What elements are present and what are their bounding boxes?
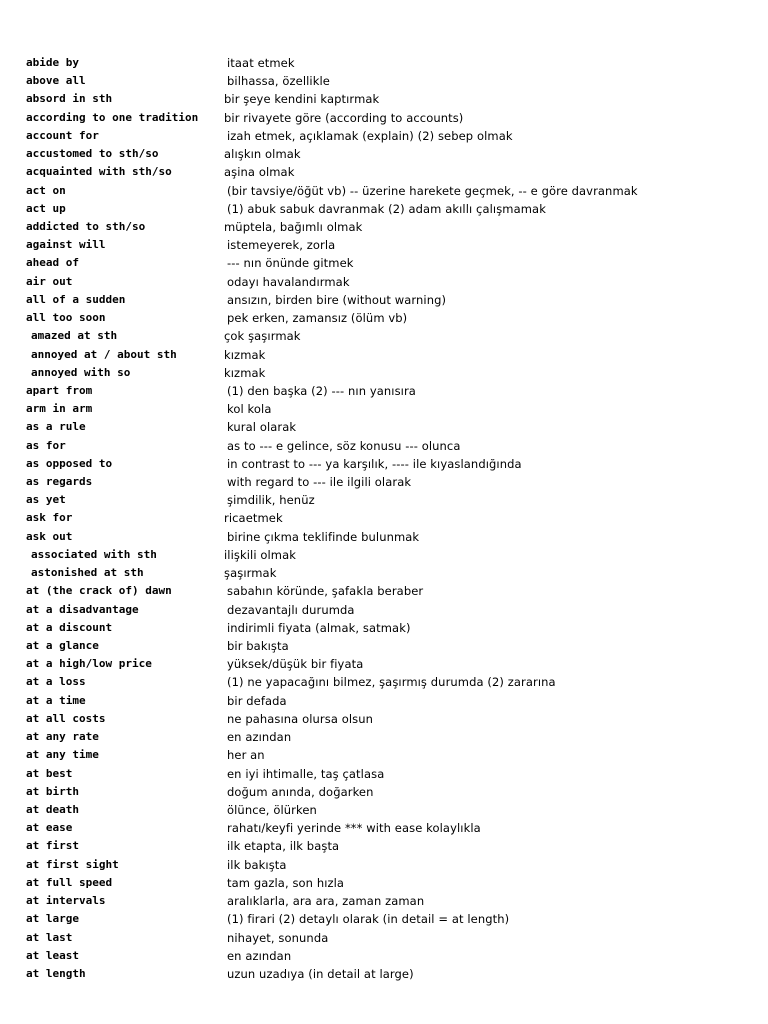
list-item: [0, 382, 768, 400]
phrase-definition: nihayet, sonunda: [227, 930, 329, 945]
list-item: [0, 819, 768, 837]
phrase-definition: itaat etmek: [227, 56, 295, 70]
phrase-definition: --- nın önünde gitmek: [227, 256, 354, 271]
list-item: [0, 637, 768, 655]
phrase-term: at least: [26, 948, 79, 962]
list-item: [0, 72, 768, 90]
list-item: [0, 509, 768, 527]
list-item: [0, 856, 768, 874]
phrase-definition: kol kola: [227, 402, 272, 417]
phrase-term: addicted to sth/so: [26, 219, 146, 233]
phrase-term: all too soon: [26, 311, 106, 325]
phrase-term: ask for: [26, 511, 73, 525]
phrase-term: at best: [26, 766, 73, 780]
phrase-term: at first: [26, 839, 79, 853]
list-item: [0, 746, 768, 764]
list-item: [0, 783, 768, 801]
list-item: [0, 145, 768, 163]
phrase-definition: (bir tavsiye/öğüt vb) -- üzerine harekete geçmek, -- e göre davranmak: [227, 183, 638, 198]
phrase-definition: bir defada: [227, 693, 287, 708]
phrase-term: as regards: [26, 475, 93, 489]
phrase-term: annoyed at / about sth: [31, 347, 177, 361]
phrase-term: amazed at sth: [31, 329, 118, 343]
phrase-term: at intervals: [26, 894, 106, 908]
phrase-definition: ilk etapta, ilk başta: [227, 839, 340, 854]
phrase-definition: kızmak: [224, 347, 266, 362]
phrase-definition: şimdilik, henüz: [227, 493, 315, 508]
phrase-definition: bilhassa, özellikle: [227, 74, 330, 89]
phrase-term: at large: [26, 912, 79, 926]
phrase-term: at a glance: [26, 639, 99, 652]
phrase-term: according to one tradition: [26, 110, 199, 124]
list-item: [0, 874, 768, 892]
phrase-term: apart from: [26, 383, 93, 397]
list-item: [0, 673, 768, 691]
phrase-term: at ease: [26, 821, 73, 835]
phrase-term: abide by: [26, 56, 79, 69]
phrase-term: as for: [26, 438, 66, 452]
phrase-term: at a time: [26, 693, 86, 707]
phrase-term: as yet: [26, 493, 66, 507]
list-item: [0, 54, 768, 72]
list-item: [0, 582, 768, 600]
phrase-definition: in contrast to --- ya karşılık, ---- ile kıyaslandığında: [227, 456, 522, 471]
list-item: [0, 564, 768, 582]
list-item: [0, 127, 768, 145]
phrase-term: annoyed with so: [31, 365, 131, 379]
phrase-definition: kızmak: [224, 365, 266, 380]
phrase-term: at length: [26, 966, 86, 980]
phrase-term: account for: [26, 128, 99, 142]
phrase-definition: pek erken, zamansız (ölüm vb): [227, 311, 408, 326]
phrase-definition: en azından: [227, 948, 292, 963]
list-item: [0, 546, 768, 564]
phrase-definition: (1) firari (2) detaylı olarak (in detail = at length): [227, 912, 510, 927]
phrase-term: at a high/low price: [26, 657, 152, 671]
phrase-definition: with regard to --- ile ilgili olarak: [227, 475, 412, 490]
phrase-definition: dezavantajlı durumda: [227, 602, 355, 617]
phrase-term: at a discount: [26, 620, 113, 634]
phrase-definition: yüksek/düşük bir fiyata: [227, 657, 364, 672]
list-item: [0, 929, 768, 947]
list-item: [0, 619, 768, 637]
list-item: [0, 655, 768, 673]
list-item: [0, 965, 768, 983]
phrase-definition: (1) abuk sabuk davranmak (2) adam akıllı çalışmamak: [227, 201, 546, 216]
list-item: [0, 182, 768, 200]
phrase-definition: çok şaşırmak: [224, 329, 301, 344]
list-item: [0, 601, 768, 619]
list-item: [0, 273, 768, 291]
phrase-term: at all costs: [26, 711, 106, 725]
phrase-term: at any rate: [26, 730, 99, 744]
phrase-term: act on: [26, 183, 66, 197]
list-item: [0, 892, 768, 910]
phrase-definition: kural olarak: [227, 420, 297, 435]
phrase-definition: ölünce, ölürken: [227, 802, 317, 817]
list-item: [0, 491, 768, 509]
list-item: [0, 910, 768, 928]
phrase-definition: bir şeye kendini kaptırmak: [224, 92, 380, 107]
list-item: [0, 346, 768, 364]
phrase-term: accustomed to sth/so: [26, 147, 159, 161]
list-item: [0, 728, 768, 746]
list-item: [0, 418, 768, 436]
list-item: [0, 90, 768, 108]
phrase-definition: tam gazla, son hızla: [227, 875, 345, 890]
phrase-term: ask out: [26, 529, 73, 543]
phrase-term: at first sight: [26, 857, 119, 871]
phrase-definition: alışkın olmak: [224, 147, 301, 162]
phrase-definition: bir bakışta: [227, 639, 289, 653]
list-item: [0, 455, 768, 473]
phrase-definition: ilk bakışta: [227, 857, 287, 872]
phrase-definition: (1) ne yapacağını bilmez, şaşırmış durumda (2) zararına: [227, 675, 556, 690]
phrase-term: at any time: [26, 748, 99, 762]
phrase-term: astonished at sth: [31, 566, 144, 580]
list-item: [0, 109, 768, 127]
list-item: [0, 801, 768, 819]
phrase-term: above all: [26, 74, 86, 88]
phrase-term: act up: [26, 201, 66, 215]
phrase-definition: bir rivayete göre (according to accounts): [224, 110, 464, 125]
phrase-definition: izah etmek, açıklamak (explain) (2) sebep olmak: [227, 128, 513, 143]
phrase-term: at a loss: [26, 675, 86, 689]
phrase-definition: ansızın, birden bire (without warning): [227, 292, 447, 307]
phrase-definition: as to --- e gelince, söz konusu --- olunca: [227, 438, 461, 453]
phrase-definition: ilişkili olmak: [224, 547, 297, 562]
phrase-term: at full speed: [26, 875, 113, 889]
phrase-definition: müptela, bağımlı olmak: [224, 219, 363, 234]
phrase-term: ahead of: [26, 256, 79, 270]
list-item: [0, 528, 768, 546]
list-item: [0, 218, 768, 236]
phrase-definition: en azından: [227, 730, 292, 745]
phrase-term: absord in sth: [26, 92, 113, 106]
phrase-definition: sabahın köründe, şafakla beraber: [227, 584, 424, 599]
phrase-term: at birth: [26, 784, 79, 798]
phrase-term: acquainted with sth/so: [26, 165, 172, 179]
phrase-definition: istemeyerek, zorla: [227, 238, 336, 253]
list-item: [0, 473, 768, 491]
phrase-term: at death: [26, 802, 79, 816]
phrase-definition: aralıklarla, ara ara, zaman zaman: [227, 894, 425, 909]
phrase-definition: doğum anında, doğarken: [227, 784, 374, 799]
phrase-definition: rahatı/keyfi yerinde *** with ease kolaylıkla: [227, 821, 481, 836]
phrase-term: associated with sth: [31, 547, 157, 561]
list-item: [0, 692, 768, 710]
phrase-term: air out: [26, 274, 73, 288]
phrase-term: against will: [26, 238, 106, 252]
list-item: [0, 437, 768, 455]
phrase-definition: ricaetmek: [224, 511, 283, 526]
list-item: [0, 291, 768, 309]
phrase-definition: (1) den başka (2) --- nın yanısıra: [227, 383, 416, 398]
list-item: [0, 236, 768, 254]
list-item: [0, 400, 768, 418]
list-item: [0, 364, 768, 382]
phrase-list: [0, 54, 768, 983]
list-item: [0, 327, 768, 345]
list-item: [0, 163, 768, 181]
phrase-term: as a rule: [26, 420, 86, 434]
phrase-definition: uzun uzadıya (in detail at large): [227, 966, 414, 981]
phrase-term: as opposed to: [26, 456, 113, 470]
phrase-definition: en iyi ihtimalle, taş çatlasa: [227, 766, 385, 781]
list-item: [0, 200, 768, 218]
list-item: [0, 254, 768, 272]
phrase-definition: her an: [227, 748, 265, 763]
phrase-definition: indirimli fiyata (almak, satmak): [227, 620, 411, 635]
list-item: [0, 837, 768, 855]
phrase-definition: şaşırmak: [224, 566, 277, 581]
list-item: [0, 309, 768, 327]
phrase-term: at (the crack of) dawn: [26, 584, 172, 598]
phrase-term: at a disadvantage: [26, 602, 139, 616]
phrase-definition: birine çıkma teklifinde bulunmak: [227, 529, 420, 544]
list-item: [0, 947, 768, 965]
phrase-definition: odayı havalandırmak: [227, 274, 350, 289]
phrase-term: all of a sudden: [26, 292, 126, 306]
list-item: [0, 710, 768, 728]
phrase-definition: ne pahasına olursa olsun: [227, 711, 374, 726]
phrase-definition: aşina olmak: [224, 165, 295, 180]
list-item: [0, 765, 768, 783]
phrase-term: arm in arm: [26, 402, 93, 416]
phrase-term: at last: [26, 930, 73, 944]
